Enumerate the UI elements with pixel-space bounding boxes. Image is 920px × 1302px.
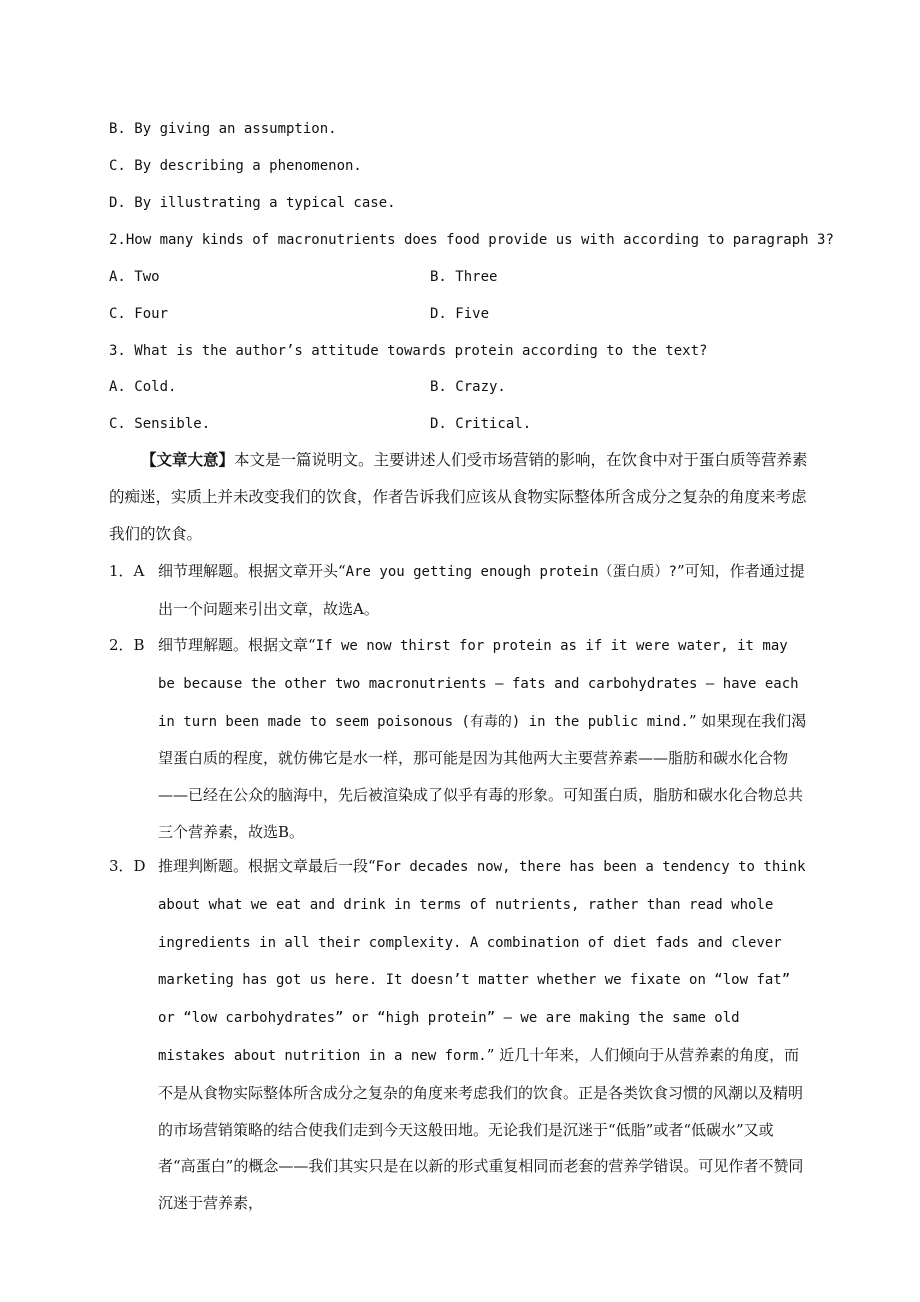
q3-option-a: A. Cold. [109,379,177,395]
answer-2-explanation: ” 如果现在我们渴望蛋白质的程度，就仿佛它是水一样，那可能是因为其他两大主要营养素——脂肪和碳水化合物——已经在公众的脑海中，先后被渲染成了似乎有毒的形象。可知蛋白质，脂肪和碳水化合物总共三个营养素，故选B。 [158,711,807,841]
answer-3-quote: For decades now, there has been a tendency to think about what we eat and drink in terms of nutrients, rather than read whole ingredients in all their complexity. A combination of diet fads and clever marketing has got us here. It doesn’t matter whether we fixate on “low fat” or “low carbohydrates” or “high protein” — we are making the same old mistakes about nutrition in a new form. [158,859,806,1064]
q2-option-b: B. Three [430,269,498,285]
q3-option-b: B. Crazy. [430,379,506,395]
answer-3 [109,848,811,1222]
summary-paragraph [109,442,811,552]
q2-option-d: D. Five [430,306,490,322]
q3-option-c: C. Sensible. [109,416,211,432]
summary-label: 【文章大意】 [141,450,235,469]
q3-option-d: D. Critical. [430,416,532,432]
answer-1-type: 细节理解题。根据文章开头“ [158,562,346,580]
q3-stem: 3. What is the author’s attitude towards protein according to the text? [109,343,708,359]
q1-option-b: B. By giving an assumption. [109,121,337,137]
answer-3-type: 推理判断题。根据文章最后一段“ [158,857,376,875]
q2-option-a: A. Two [109,269,160,285]
answer-2 [109,627,811,851]
answer-3-explanation: ” 近几十年来，人们倾向于从营养素的角度，而不是从食物实际整体所含成分之复杂的角度来考虑我们的饮食。正是各类饮食习惯的风潮以及精明的市场营销策略的结合使我们走到今天这般田地。无论我们是沉迷于“低脂”或者“低碳水”又或者“高蛋白”的概念——我们其实只是在以新的形式重复相同而老套的营养学错误。可见作者不赞同沉迷于营养素， [158,1045,804,1213]
answer-1-explanation: ”可知，作者通过提出一个问题来引出文章，故选A。 [158,562,805,618]
answer-2-number: 2．B [109,636,145,654]
q1-option-c: C. By describing a phenomenon. [109,158,362,174]
answer-1 [109,553,811,628]
q2-option-c: C. Four [109,306,169,322]
q1-option-d: D. By illustrating a typical case. [109,195,396,211]
answer-2-quote: If we now thirst for protein as if it were water, it may be because the other two macronutrients — fats and carbohydrates — have each in turn been made to seem poisonous (有毒的) in the public mind. [158,638,799,730]
answer-1-number: 1．A [109,562,145,580]
answer-3-number: 3．D [109,857,146,875]
answer-1-quote: Are you getting enough protein（蛋白质）? [345,564,677,580]
q2-stem: 2.How many kinds of macronutrients does food provide us with according to paragraph 3? [109,232,834,248]
summary-text: 本文是一篇说明文。主要讲述人们受市场营销的影响，在饮食中对于蛋白质等营养素的痴迷，实质上并未改变我们的饮食，作者告诉我们应该从食物实际整体所含成分之复杂的角度来考虑我们的饮食。 [109,451,808,543]
answer-2-type: 细节理解题。根据文章“ [158,636,316,654]
